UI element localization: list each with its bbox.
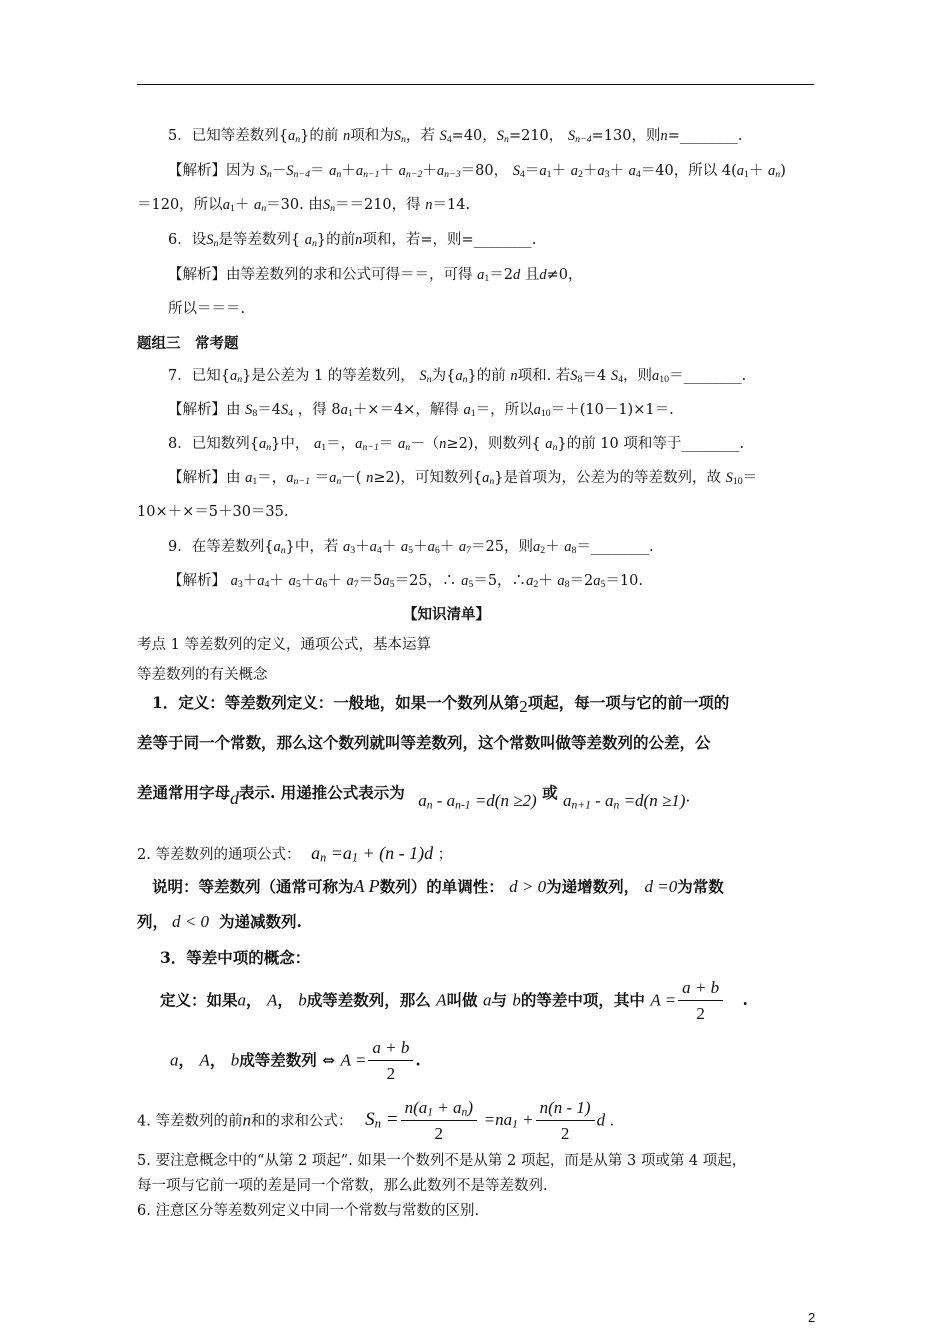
knowledge-concepts: 等差数列的有关概念 [137,667,268,683]
definition-line-3: 差通常用字母d表示. 用递推公式表示为 $a_n - a_{n-1} =d(n \ge 2)$ 或 $a_{n+1} - a_n =d(n \ge 1)\cdot$ [137,783,690,812]
definition-line-2: 差等于同一个常数，那么这个数列就叫等差数列，这个常数叫做等差数列的公差，公 [137,733,711,752]
knowledge-heading: 【知识清单】 [403,606,490,623]
page-number: 2 [808,1310,816,1325]
question-8: 8．已知数列$\{a_n\}$中， $a_1=$，$a_{n-1}= a_n-(n\ge 2)$，则数列{ $a_n$}的前 10 项和等于________. [168,436,744,453]
arithmetic-mean-equivalence: a， A， b成等差数列 ⇔ A = $\frac{a + b}{2}$ . [170,1038,421,1084]
question-5: 5．已知等差数列$\{a_n\}$的前 n项和为$S_n$，若 $S_4=40$，$S_n=210$， $S_{n-4}=130$，则n=________. [168,128,743,145]
arithmetic-mean-definition: 定义：如果a， A， b成等差数列，那么 A叫做 a与 b的等差中项，其中 A = $\frac{a + b}{2}$ . [160,978,748,1024]
solution-8-line-1: 【解析】由 $a_1=$，$a_{n-1} =a_n-$( n≥2)，可知数列$\{a_n\}$是首项为，公差为的等差数列，故 $S_{10}=$ [168,470,758,487]
solution-9: 【解析】 $a_3+a_4+ a_5+a_6+ a_7=5a_5=25$，∴ $a_5=5$，$\therefore a_2+ a_8=2a_5=10$. [168,573,643,590]
header-rule [137,84,814,85]
solution-5-line-2: ＝120，所以$a_1+ a_n=30$. 由$S_n==210$，得 n＝14. [137,197,471,214]
knowledge-point-1: 考点 1 等差数列的定义，通项公式，基本运算 [137,637,431,653]
solution-7: 【解析】由 $S_8=4S_4$ ，得 $8a_1+\times=4\times$，解得 $a_1=$，所以$a_{10}=+(10-1)\times 1=$. [168,402,674,419]
note-6: 6. 注意区分等差数列定义中同一个常数与常数的区别. [137,1203,480,1219]
monotonic-note-line-2: 列， d < 0 为递减数列. [137,912,302,931]
sum-formula: 4. 等差数列的前n和的求和公式： $S_n$ = $\frac{n(a_1 + a_n)}{2}$ $=na_1$ + $\frac{n(n - 1)}{2}$ d . [137,1098,615,1144]
solution-6-line-2: 所以＝＝＝. [168,301,246,317]
section-heading-group3: 题组三 常考题 [137,335,239,352]
note-5-line-2: 每一项与它前一项的差是同一个常数，那么此数列不是等差数列. [137,1178,548,1194]
monotonic-note-line-1: 说明：等差数列（通常可称为A P数列）的单调性： d > 0为递增数列， d =0为常数 [152,876,724,896]
solution-8-line-2: 10×＋×＝5＋30＝35. [137,504,289,520]
definition-line-1: 1．定义：等差数列定义：一般地，如果一个数列从第2项起，每一项与它的前一项的 [152,693,730,716]
question-9: 9．在等差数列$\{a_n\}$中，若 $a_3+a_4+ a_5+a_6+ a_7=25$，则$a_2+$ $a_8=\_\_\_\_\_\_\_\_$. [168,539,654,556]
question-6: 6．设$S_n$是等差数列{ $a_n$}的前n项和，若=，则=________. [168,232,537,249]
solution-6-line-1: 【解析】由等差数列的求和公式可得＝＝，可得 $a_1=2d$ 且d≠0， [168,267,583,284]
question-7: 7．已知$\{a_n\}$是公差为 1 的等差数列， $S_n$为$\{a_n\}$的前 n项和. 若$S_8=4$ $S_4$，则$a_{10}=\_\_\_\_\_\_\_\_$. [168,368,747,385]
arithmetic-mean-heading: 3．等差中项的概念： [160,948,311,967]
general-term-formula: 2. 等差数列的通项公式： $a_n =a_1 + (n - 1)d$ ； [137,843,453,865]
note-5-line-1: 5. 要注意概念中的“从第 2 项起”. 如果一个数列不是从第 2 项起，而是从第 3 项或第 4 项起， [137,1153,747,1169]
solution-5-line-1: 【解析】因为 $S_n-S_{n-4}= a_n+a_{n-1}+ a_{n-2}+a_{n-3}=80$， $S_4=a_1+ a_2+a_3+ a_4=40$，所以 $4(a_1+ a_n)$ [168,163,786,180]
